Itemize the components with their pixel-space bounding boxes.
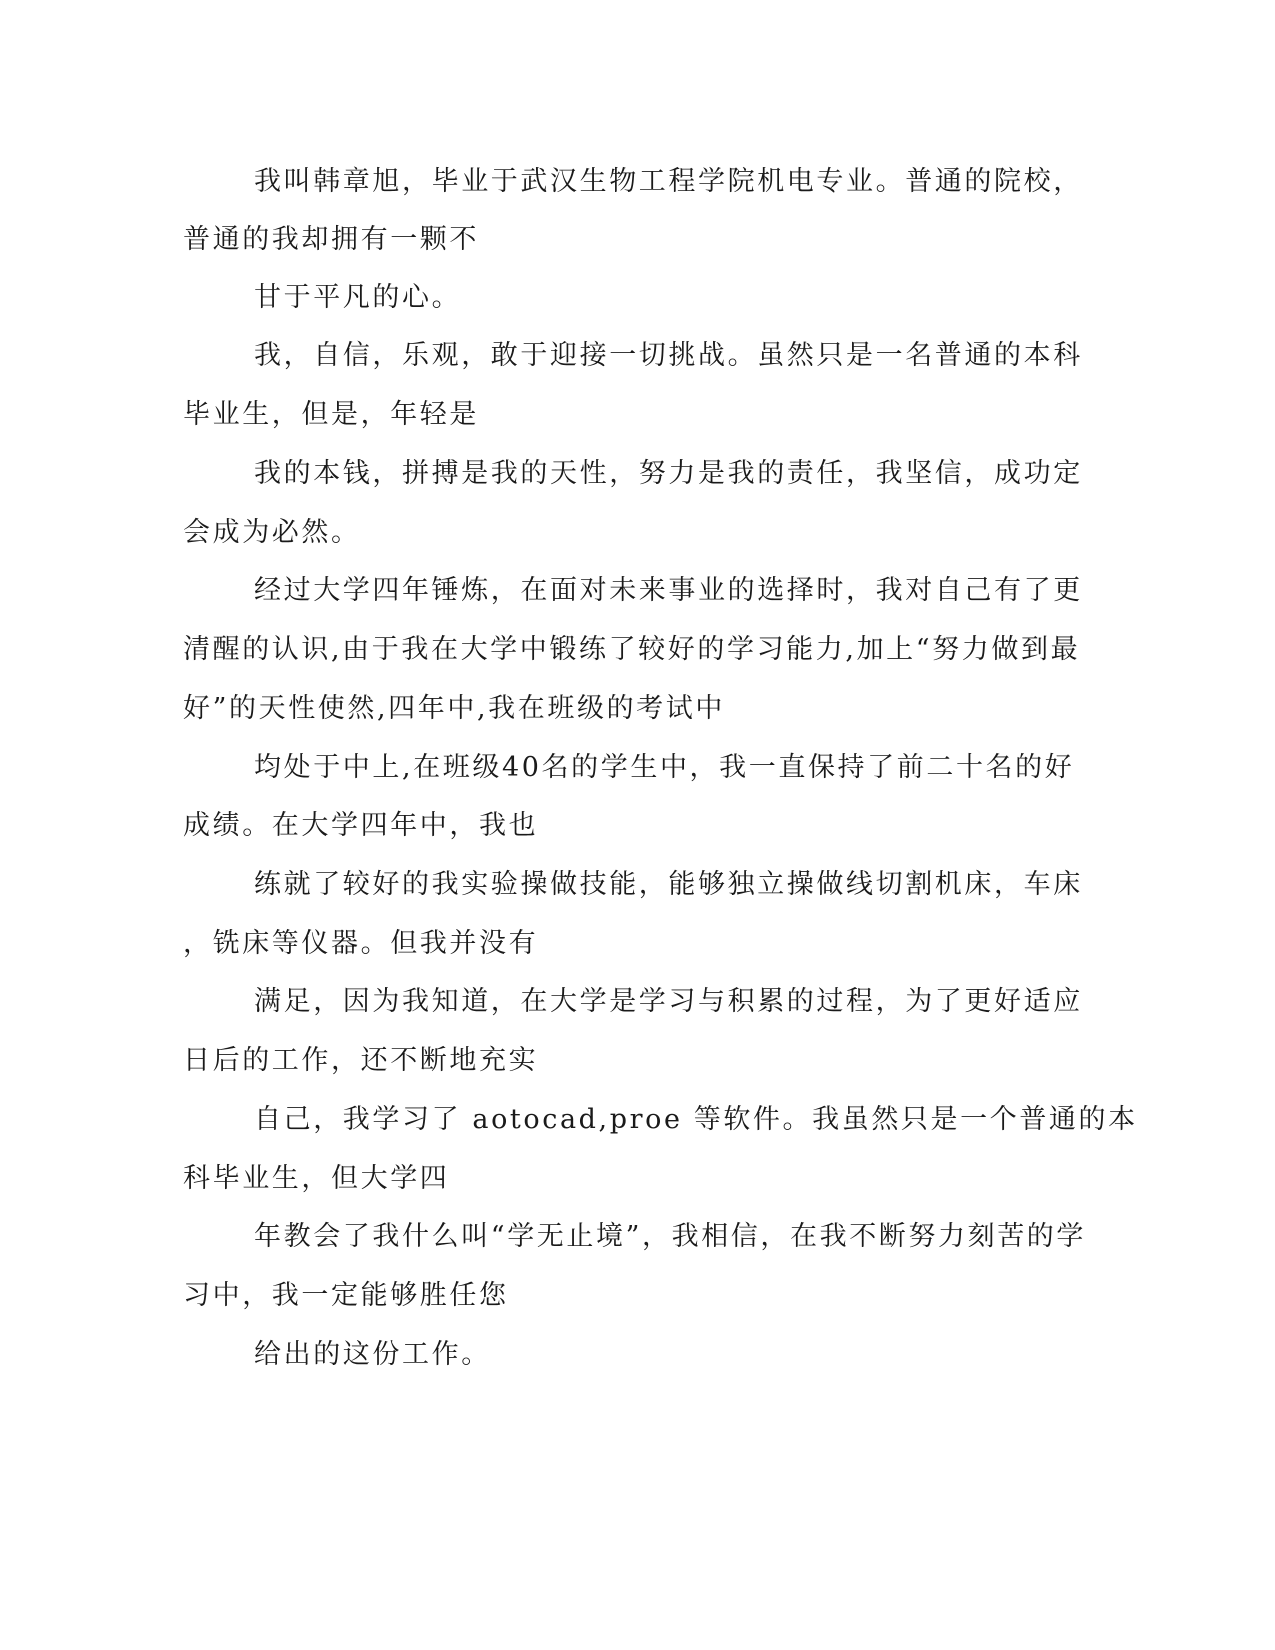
text-line: 毕业生，但是，年轻是 — [183, 399, 479, 430]
text-line: 我的本钱，拼搏是我的天性，努力是我的责任，我坚信，成功定 — [254, 458, 1083, 489]
text-line: 成绩。在大学四年中，我也 — [183, 810, 539, 841]
text-line: ，铣床等仪器。但我并没有 — [183, 928, 539, 959]
text-line: 会成为必然。 — [183, 517, 361, 548]
text-line: 我叫韩章旭，毕业于武汉生物工程学院机电专业。普通的院校， — [254, 166, 1083, 197]
text-line: 自己，我学习了 aotocad,proe 等软件。我虽然只是一个普通的本 — [254, 1104, 1138, 1135]
text-line: 习中，我一定能够胜任您 — [183, 1280, 509, 1311]
text-line: 满足，因为我知道，在大学是学习与积累的过程，为了更好适应 — [254, 986, 1083, 1017]
text-line: 给出的这份工作。 — [254, 1339, 491, 1370]
text-line: 科毕业生，但大学四 — [183, 1163, 450, 1194]
text-line: 练就了较好的我实验操做技能，能够独立操做线切割机床，车床 — [254, 869, 1083, 900]
text-line: 好”的天性使然,四年中,我在班级的考试中 — [183, 693, 725, 724]
text-line: 甘于平凡的心。 — [254, 282, 462, 313]
text-line: 清醒的认识,由于我在大学中锻练了较好的学习能力,加上“努力做到最 — [183, 634, 1081, 665]
text-line: 均处于中上,在班级40名的学生中，我一直保持了前二十名的好 — [254, 752, 1075, 783]
text-line: 普通的我却拥有一颗不 — [183, 224, 479, 255]
text-line: 年教会了我什么叫“学无止境”，我相信，在我不断努力刻苦的学 — [254, 1221, 1087, 1252]
text-line: 我，自信，乐观，敢于迎接一切挑战。虽然只是一名普通的本科 — [254, 340, 1083, 371]
text-line: 经过大学四年锤炼，在面对未来事业的选择时，我对自己有了更 — [254, 575, 1083, 606]
text-line: 日后的工作，还不断地充实 — [183, 1045, 539, 1076]
